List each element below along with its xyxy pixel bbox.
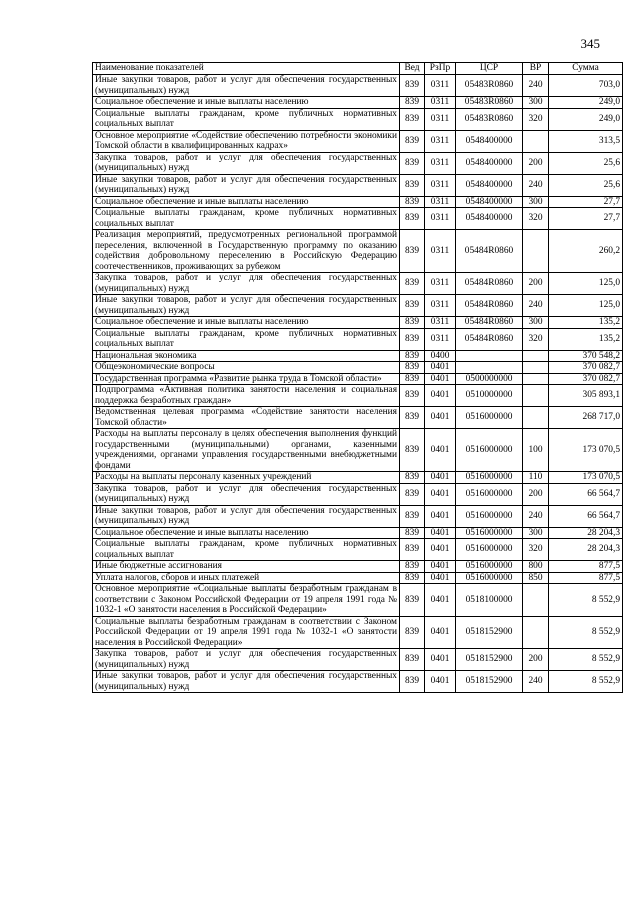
cell-ved: 839 [400, 527, 425, 539]
cell-name: Иные закупки товаров, работ и услуг для обеспечения государственных (муниципальных) нужд [93, 505, 400, 527]
cell-sum: 135,2 [549, 317, 623, 329]
cell-name: Иные закупки товаров, работ и услуг для обеспечения государственных (муниципальных) нужд [93, 295, 400, 317]
cell-ved: 839 [400, 130, 425, 152]
cell-sum: 260,2 [549, 230, 623, 273]
cell-rzpr: 0401 [425, 539, 456, 561]
cell-name: Основное мероприятие «Содействие обеспечению потребности экономики Томской области в квалифицированных кадрах» [93, 130, 400, 152]
cell-vr: 850 [523, 572, 549, 584]
cell-vr: 320 [523, 208, 549, 230]
cell-rzpr: 0311 [425, 208, 456, 230]
cell-rzpr: 0401 [425, 362, 456, 374]
cell-name: Закупка товаров, работ и услуг для обеспечения государственных (муниципальных) нужд [93, 483, 400, 505]
cell-name: Расходы на выплаты персоналу в целях обеспечения выполнения функций государственными (муниципальными) органами, казенными учреждениями, органами управления государственными внебюджетными фондами [93, 429, 400, 472]
cell-name: Социальные выплаты гражданам, кроме публичных нормативных социальных выплат [93, 539, 400, 561]
table-row [93, 230, 623, 273]
table-row [93, 130, 623, 152]
cell-vr: 320 [523, 539, 549, 561]
cell-name: Закупка товаров, работ и услуг для обеспечения государственных (муниципальных) нужд [93, 649, 400, 671]
table-row [93, 572, 623, 584]
cell-ved: 839 [400, 505, 425, 527]
cell-rzpr: 0401 [425, 472, 456, 484]
cell-csr: 0518100000 [456, 584, 523, 617]
cell-sum: 370 082,7 [549, 362, 623, 374]
table-row [93, 539, 623, 561]
cell-csr: 0516000000 [456, 527, 523, 539]
cell-name: Социальные выплаты гражданам, кроме публичных нормативных социальных выплат [93, 108, 400, 130]
cell-csr: 0548400000 [456, 130, 523, 152]
cell-csr: 0548400000 [456, 174, 523, 196]
cell-ved: 839 [400, 75, 425, 97]
cell-vr [523, 362, 549, 374]
cell-ved: 839 [400, 152, 425, 174]
cell-name: Социальные выплаты гражданам, кроме публичных нормативных социальных выплат [93, 208, 400, 230]
cell-ved: 839 [400, 362, 425, 374]
table-row [93, 616, 623, 649]
cell-rzpr: 0401 [425, 429, 456, 472]
table-row [93, 561, 623, 573]
table-row [93, 196, 623, 208]
cell-rzpr: 0401 [425, 561, 456, 573]
cell-csr: 0516000000 [456, 561, 523, 573]
cell-csr: 0516000000 [456, 407, 523, 429]
cell-ved: 839 [400, 561, 425, 573]
cell-rzpr: 0400 [425, 350, 456, 362]
cell-vr [523, 230, 549, 273]
table-row [93, 75, 623, 97]
cell-ved: 839 [400, 174, 425, 196]
table-row [93, 527, 623, 539]
cell-rzpr: 0401 [425, 407, 456, 429]
cell-vr [523, 616, 549, 649]
table-row [93, 373, 623, 385]
cell-vr: 240 [523, 671, 549, 693]
cell-name: Подпрограмма «Активная политика занятости населения и социальная поддержка безработных граждан» [93, 385, 400, 407]
cell-csr: 0516000000 [456, 483, 523, 505]
cell-name: Уплата налогов, сборов и иных платежей [93, 572, 400, 584]
cell-ved: 839 [400, 649, 425, 671]
cell-csr: 05484R0860 [456, 295, 523, 317]
cell-name: Социальное обеспечение и иные выплаты населению [93, 196, 400, 208]
cell-sum: 125,0 [549, 295, 623, 317]
cell-csr: 0500000000 [456, 373, 523, 385]
cell-vr: 100 [523, 429, 549, 472]
cell-vr [523, 373, 549, 385]
cell-sum: 66 564,7 [549, 505, 623, 527]
cell-sum: 249,0 [549, 97, 623, 109]
cell-vr: 320 [523, 108, 549, 130]
cell-ved: 839 [400, 671, 425, 693]
cell-sum: 66 564,7 [549, 483, 623, 505]
cell-ved: 839 [400, 108, 425, 130]
cell-rzpr: 0311 [425, 108, 456, 130]
table-row [93, 295, 623, 317]
table-row [93, 350, 623, 362]
cell-rzpr: 0311 [425, 295, 456, 317]
cell-csr: 0518152900 [456, 649, 523, 671]
cell-ved: 839 [400, 429, 425, 472]
cell-vr: 200 [523, 649, 549, 671]
cell-sum: 173 070,5 [549, 429, 623, 472]
cell-name: Иные закупки товаров, работ и услуг для обеспечения государственных (муниципальных) нужд [93, 174, 400, 196]
cell-name: Закупка товаров, работ и услуг для обеспечения государственных (муниципальных) нужд [93, 273, 400, 295]
cell-sum: 25,6 [549, 152, 623, 174]
table-row [93, 152, 623, 174]
table-row [93, 273, 623, 295]
cell-csr [456, 350, 523, 362]
table-row [93, 108, 623, 130]
cell-rzpr: 0401 [425, 584, 456, 617]
table-row [93, 649, 623, 671]
cell-vr: 200 [523, 483, 549, 505]
cell-ved: 839 [400, 616, 425, 649]
table-row [93, 385, 623, 407]
header-name: Наименование показателей [93, 63, 400, 75]
cell-name: Иные закупки товаров, работ и услуг для обеспечения государственных (муниципальных) нужд [93, 75, 400, 97]
cell-name: Социальное обеспечение и иные выплаты населению [93, 527, 400, 539]
cell-sum: 25,6 [549, 174, 623, 196]
cell-name: Расходы на выплаты персоналу казенных учреждений [93, 472, 400, 484]
cell-sum: 877,5 [549, 572, 623, 584]
cell-rzpr: 0401 [425, 527, 456, 539]
cell-rzpr: 0311 [425, 97, 456, 109]
cell-vr: 300 [523, 196, 549, 208]
cell-vr: 300 [523, 527, 549, 539]
cell-ved: 839 [400, 385, 425, 407]
cell-ved: 839 [400, 572, 425, 584]
table-row [93, 483, 623, 505]
cell-name: Государственная программа «Развитие рынка труда в Томской области» [93, 373, 400, 385]
table-row [93, 317, 623, 329]
cell-ved: 839 [400, 317, 425, 329]
cell-csr: 0516000000 [456, 539, 523, 561]
cell-name: Иные закупки товаров, работ и услуг для обеспечения государственных (муниципальных) нужд [93, 671, 400, 693]
cell-csr: 0516000000 [456, 505, 523, 527]
cell-csr: 0516000000 [456, 429, 523, 472]
cell-name: Общеэкономические вопросы [93, 362, 400, 374]
cell-vr [523, 407, 549, 429]
table-row [93, 208, 623, 230]
cell-vr [523, 385, 549, 407]
table-row [93, 505, 623, 527]
cell-ved: 839 [400, 373, 425, 385]
cell-ved: 839 [400, 295, 425, 317]
table-row [93, 407, 623, 429]
cell-vr: 240 [523, 505, 549, 527]
cell-sum: 8 552,9 [549, 616, 623, 649]
cell-name: Социальные выплаты безработным гражданам в соответствии с Законом Российской Федерации от 19 апреля 1991 года № 1032-1 «О занятости населения в Российской Федерации» [93, 616, 400, 649]
cell-rzpr: 0401 [425, 483, 456, 505]
cell-sum: 8 552,9 [549, 649, 623, 671]
table-row [93, 328, 623, 350]
table-row [93, 362, 623, 374]
cell-sum: 28 204,3 [549, 527, 623, 539]
cell-rzpr: 0401 [425, 616, 456, 649]
cell-name: Социальные выплаты гражданам, кроме публичных нормативных социальных выплат [93, 328, 400, 350]
cell-vr [523, 130, 549, 152]
cell-ved: 839 [400, 483, 425, 505]
table-row [93, 429, 623, 472]
table-row [93, 472, 623, 484]
cell-vr: 320 [523, 328, 549, 350]
header-vr: ВР [523, 63, 549, 75]
cell-name: Социальное обеспечение и иные выплаты населению [93, 97, 400, 109]
cell-rzpr: 0311 [425, 317, 456, 329]
cell-rzpr: 0311 [425, 328, 456, 350]
cell-vr: 240 [523, 295, 549, 317]
cell-vr: 200 [523, 273, 549, 295]
cell-sum: 305 893,1 [549, 385, 623, 407]
cell-sum: 8 552,9 [549, 584, 623, 617]
cell-sum: 173 070,5 [549, 472, 623, 484]
cell-sum: 268 717,0 [549, 407, 623, 429]
cell-csr: 05483R0860 [456, 97, 523, 109]
cell-name: Национальная экономика [93, 350, 400, 362]
cell-sum: 125,0 [549, 273, 623, 295]
cell-rzpr: 0401 [425, 649, 456, 671]
cell-ved: 839 [400, 584, 425, 617]
cell-vr: 200 [523, 152, 549, 174]
cell-sum: 313,5 [549, 130, 623, 152]
cell-sum: 249,0 [549, 108, 623, 130]
header-sum: Сумма [549, 63, 623, 75]
cell-vr [523, 350, 549, 362]
cell-rzpr: 0311 [425, 152, 456, 174]
table-header-row [93, 63, 623, 75]
cell-vr: 110 [523, 472, 549, 484]
cell-sum: 8 552,9 [549, 671, 623, 693]
cell-ved: 839 [400, 407, 425, 429]
cell-csr: 05484R0860 [456, 273, 523, 295]
cell-csr: 0510000000 [456, 385, 523, 407]
cell-rzpr: 0401 [425, 671, 456, 693]
cell-name: Ведомственная целевая программа «Содействие занятости населения Томской области» [93, 407, 400, 429]
cell-csr: 0548400000 [456, 152, 523, 174]
cell-sum: 27,7 [549, 208, 623, 230]
cell-csr: 0518152900 [456, 616, 523, 649]
header-ved: Вед [400, 63, 425, 75]
budget-table [92, 62, 623, 693]
cell-ved: 839 [400, 230, 425, 273]
cell-ved: 839 [400, 196, 425, 208]
cell-csr: 05484R0860 [456, 317, 523, 329]
table-body [93, 75, 623, 693]
cell-sum: 703,0 [549, 75, 623, 97]
cell-ved: 839 [400, 539, 425, 561]
cell-vr: 300 [523, 97, 549, 109]
table-row [93, 97, 623, 109]
cell-name: Основное мероприятие «Социальные выплаты безработным гражданам в соответствии с Законом Российской Федерации от 19 апреля 1991 года № 1032-1 «О занятости населения в Российской Федерации» [93, 584, 400, 617]
cell-csr [456, 362, 523, 374]
cell-rzpr: 0311 [425, 130, 456, 152]
cell-rzpr: 0401 [425, 572, 456, 584]
cell-name: Социальное обеспечение и иные выплаты населению [93, 317, 400, 329]
table-row [93, 671, 623, 693]
cell-sum: 27,7 [549, 196, 623, 208]
page-number: 345 [580, 36, 600, 51]
cell-sum: 370 548,2 [549, 350, 623, 362]
cell-rzpr: 0401 [425, 505, 456, 527]
cell-vr: 800 [523, 561, 549, 573]
cell-ved: 839 [400, 97, 425, 109]
cell-vr: 300 [523, 317, 549, 329]
cell-sum: 370 082,7 [549, 373, 623, 385]
table-row [93, 584, 623, 617]
cell-vr: 240 [523, 75, 549, 97]
cell-sum: 877,5 [549, 561, 623, 573]
cell-ved: 839 [400, 472, 425, 484]
cell-csr: 05483R0860 [456, 75, 523, 97]
cell-csr: 0518152900 [456, 671, 523, 693]
cell-csr: 0516000000 [456, 572, 523, 584]
cell-rzpr: 0401 [425, 373, 456, 385]
cell-csr: 05484R0860 [456, 230, 523, 273]
header-csr: ЦСР [456, 63, 523, 75]
cell-csr: 0516000000 [456, 472, 523, 484]
table-row [93, 174, 623, 196]
cell-rzpr: 0311 [425, 196, 456, 208]
cell-rzpr: 0311 [425, 75, 456, 97]
cell-vr: 240 [523, 174, 549, 196]
cell-csr: 0548400000 [456, 196, 523, 208]
cell-csr: 05483R0860 [456, 108, 523, 130]
cell-rzpr: 0401 [425, 385, 456, 407]
cell-csr: 05484R0860 [456, 328, 523, 350]
cell-ved: 839 [400, 328, 425, 350]
cell-ved: 839 [400, 208, 425, 230]
cell-rzpr: 0311 [425, 174, 456, 196]
cell-rzpr: 0311 [425, 230, 456, 273]
cell-vr [523, 584, 549, 617]
cell-name: Иные бюджетные ассигнования [93, 561, 400, 573]
header-rzpr: РзПр [425, 63, 456, 75]
cell-sum: 135,2 [549, 328, 623, 350]
cell-rzpr: 0311 [425, 273, 456, 295]
cell-csr: 0548400000 [456, 208, 523, 230]
cell-sum: 28 204,3 [549, 539, 623, 561]
cell-ved: 839 [400, 350, 425, 362]
cell-name: Закупка товаров, работ и услуг для обеспечения государственных (муниципальных) нужд [93, 152, 400, 174]
cell-ved: 839 [400, 273, 425, 295]
cell-name: Реализация мероприятий, предусмотренных региональной программой переселения, включенной в Государственную программу по оказанию содействия добровольному переселению в Российскую Федерацию соотечественников, проживающих за рубежом [93, 230, 400, 273]
